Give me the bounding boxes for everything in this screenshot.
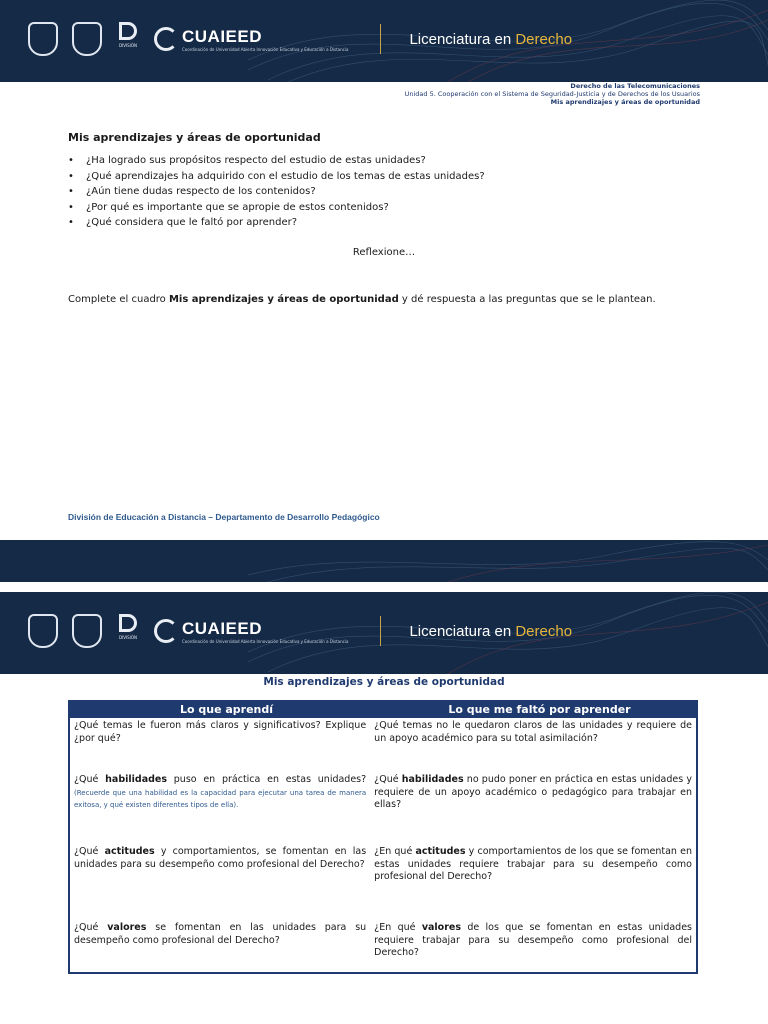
table-cell: ¿Qué actitudes y comportamientos, se fomentan en las unidades para su desempeño como profesional del Derecho?: [74, 846, 367, 870]
header-banner-page2: [0, 592, 768, 674]
table-cell: ¿Qué temas le fueron más claros y significativos? Explique ¿por qué?: [74, 720, 367, 744]
table-cell: ¿En qué actitudes y comportamientos de los que se fomentan en estas unidades requiere trabajar para su desempeño como profesional del Derecho?: [374, 846, 692, 882]
unit-name: Unidad 5. Cooperación con el Sistema de Seguridad-Justicia y de Derechos de los Usuarios: [404, 90, 700, 98]
table-cell: ¿Qué habilidades no pudo poner en práctica en estas unidades y requiere de un apoyo académico o pedagógico para trabajar en ellas?: [374, 774, 692, 810]
header-banner: [0, 0, 768, 82]
learning-table: [68, 700, 698, 974]
unam-seal-icon: [28, 22, 58, 56]
table-cell: ¿Qué habilidades puso en práctica en estas unidades? (Recuerde que una habilidad es la capacidad para ejecutar una tarea de manera exitosa, y qué existen diferentes tipos de ella).: [74, 774, 367, 809]
divider: [380, 24, 381, 54]
unam-seal-icon: [28, 614, 58, 648]
table-row: [70, 772, 696, 844]
faculty-shield-icon: [72, 22, 102, 56]
page-footer: División de Educación a Distancia – Departamento de Desarrollo Pedagógico: [68, 512, 380, 522]
program-name: Licenciatura en Derecho: [409, 622, 573, 640]
reflect-text: Reflexione…: [352, 247, 416, 258]
cuaieed-logo: [154, 619, 348, 644]
list-item: • ¿Ha logrado sus propósitos respecto del estudio de estas unidades?: [68, 153, 485, 169]
cuaieed-subtitle: Coordinación de Universidad Abierta Innovación Educativa y Educación a Distancia: [182, 46, 349, 52]
table-row: [70, 718, 696, 772]
column-header-learned: Lo que aprendí: [179, 703, 274, 716]
cuaieed-logo: [154, 27, 348, 52]
document-header-info: [405, 82, 700, 106]
logos: [28, 614, 572, 648]
faculty-shield-icon: [72, 614, 102, 648]
division-logo-icon: DIVISIÓN: [116, 614, 140, 648]
page-break: [0, 582, 768, 592]
list-item: • ¿Qué aprendizajes ha adquirido con el estudio de los temas de estas unidades?: [68, 169, 485, 185]
logos: [28, 22, 572, 56]
footer-banner: [0, 540, 768, 582]
list-item: • ¿Qué considera que le faltó por aprender?: [68, 215, 485, 231]
column-header-missing: Lo que me faltó por aprender: [448, 703, 631, 716]
division-logo-icon: DIVISIÓN: [116, 22, 140, 56]
table-header: [70, 702, 696, 718]
table-cell: ¿En qué valores de los que se fomentan en estas unidades requiere trabajar para su desempeño como profesional del Derecho?: [374, 922, 692, 958]
table-title: Mis aprendizajes y áreas de oportunidad: [263, 676, 505, 688]
program-name: Licenciatura en Derecho: [409, 30, 573, 48]
table-cell: ¿Qué valores se fomentan en las unidades para su desempeño como profesional del Derecho?: [74, 922, 367, 946]
list-item: • ¿Por qué es importante que se apropie de estos contenidos?: [68, 200, 485, 216]
cuaieed-subtitle: Coordinación de Universidad Abierta Innovación Educativa y Educación a Distancia: [182, 638, 349, 644]
cuaieed-name: CUAIEED: [182, 26, 263, 46]
list-item: • ¿Aún tiene dudas respecto de los contenidos?: [68, 184, 485, 200]
instruction-text: Complete el cuadro Mis aprendizajes y áreas de oportunidad y dé respuesta a las preguntas que se le plantean.: [68, 294, 656, 305]
table-row: [70, 844, 696, 920]
section-heading: Mis aprendizajes y áreas de oportunidad: [68, 131, 321, 144]
topic-name: Mis aprendizajes y áreas de oportunidad: [550, 98, 700, 106]
table-row: [70, 920, 696, 972]
table-cell: ¿Qué temas no le quedaron claros de las unidades y requiere de un apoyo académico para su total asimilación?: [374, 720, 692, 744]
cuaieed-c-icon: [154, 27, 178, 51]
divider: [380, 616, 381, 646]
cuaieed-c-icon: [154, 619, 178, 643]
cuaieed-name: CUAIEED: [182, 618, 263, 638]
question-list: [68, 153, 485, 231]
course-name: Derecho de las Telecomunicaciones: [570, 82, 700, 90]
decorative-waves: [248, 540, 768, 582]
